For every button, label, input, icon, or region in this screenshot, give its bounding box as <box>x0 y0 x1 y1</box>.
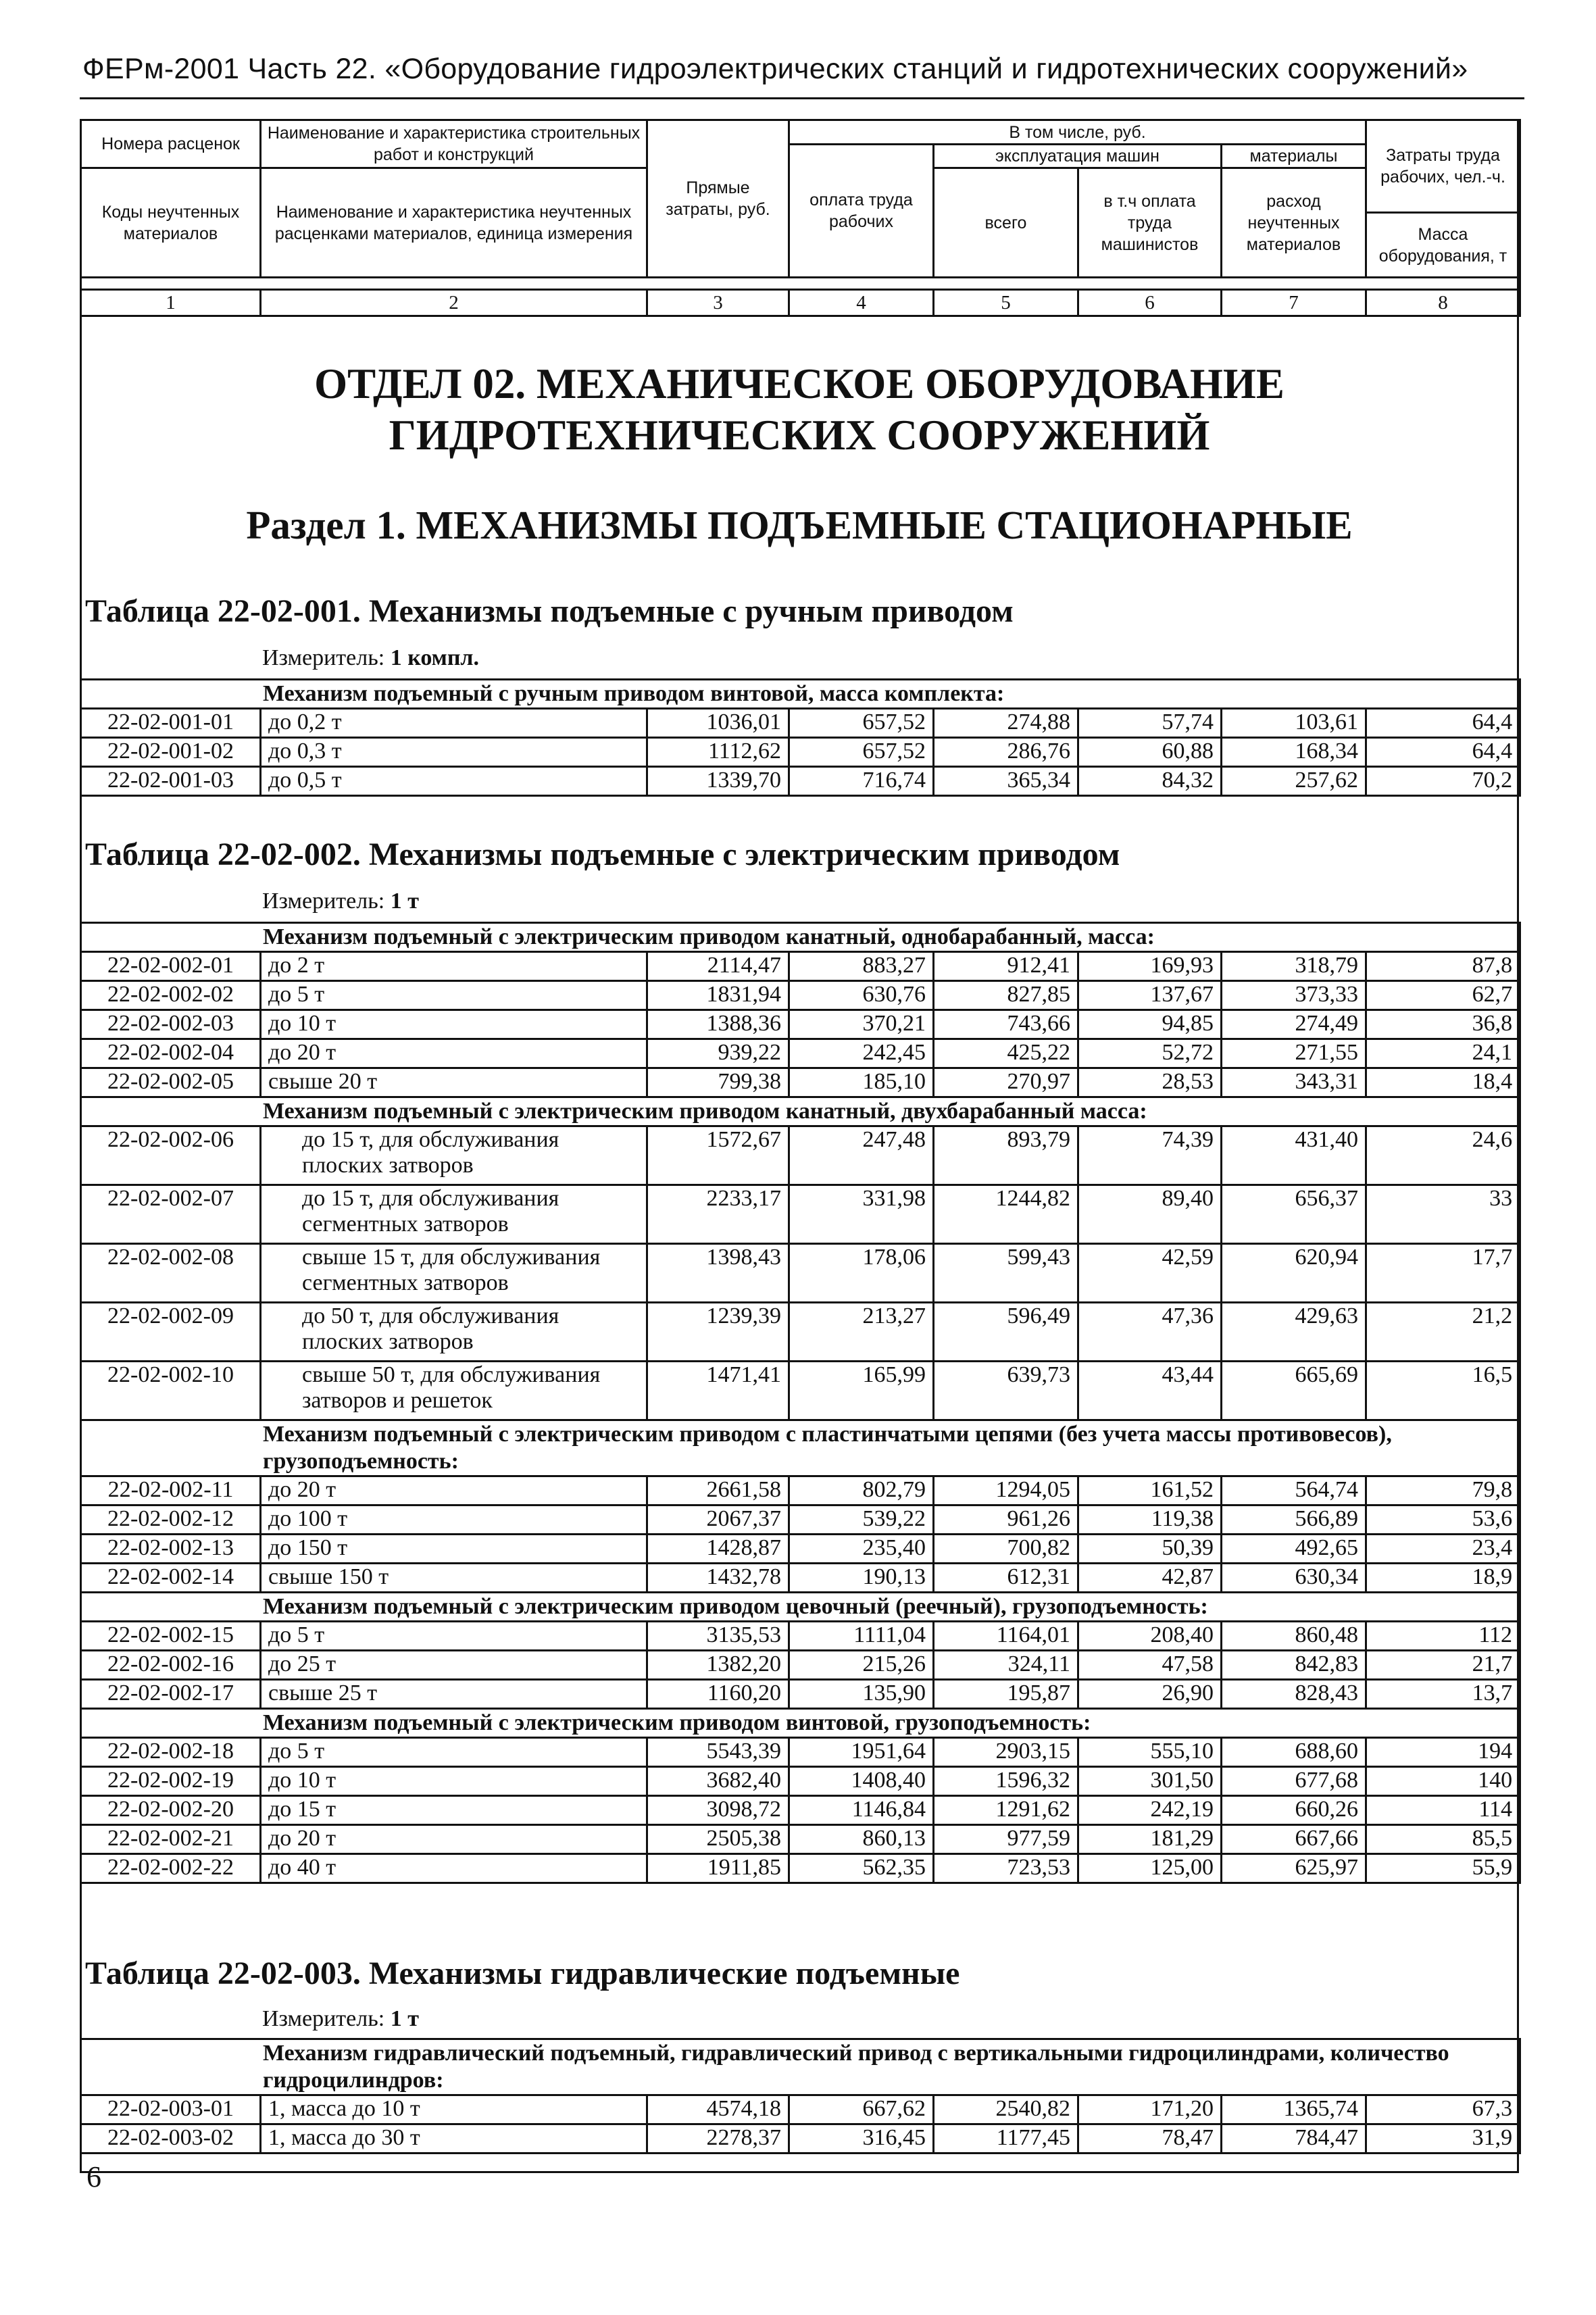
group-heading-row <box>81 923 1520 952</box>
machines-labor-cell: 208,40 <box>1078 1622 1222 1651</box>
group-heading: Механизм подъемный с электрическим приводом канатный, двухбарабанный масса: <box>81 1097 1520 1126</box>
machines-labor-cell: 42,59 <box>1078 1244 1222 1303</box>
labor-hours-cell: 17,7 <box>1366 1244 1520 1303</box>
machines-labor-cell: 169,93 <box>1078 952 1222 981</box>
machines-labor-cell: 60,88 <box>1078 738 1222 767</box>
direct-cost-cell: 2505,38 <box>647 1825 789 1854</box>
work-name-cell: до 5 т <box>261 1622 647 1651</box>
machines-labor-cell: 171,20 <box>1078 2095 1222 2124</box>
labor-pay-cell: 860,13 <box>789 1825 934 1854</box>
machines-total-cell: 743,66 <box>934 1010 1078 1039</box>
labor-hours-cell: 24,6 <box>1366 1126 1520 1185</box>
work-name-cell: свыше 25 т <box>261 1680 647 1709</box>
labor-hours-cell: 114 <box>1366 1796 1520 1825</box>
materials-cost-cell: 665,69 <box>1222 1362 1366 1420</box>
table-row <box>81 1126 1520 1185</box>
materials-header: материалы <box>1222 145 1366 168</box>
rate-code-cell: 22-02-001-03 <box>81 767 261 796</box>
labor-pay-cell: 331,98 <box>789 1185 934 1244</box>
materials-cost-cell: 842,83 <box>1222 1651 1366 1680</box>
machines-total-cell: 827,85 <box>934 981 1078 1010</box>
group-heading: Механизм гидравлический подъемный, гидравлический привод с вертикальными гидроцилиндрами, количество гидроцилиндров: <box>81 2039 1520 2095</box>
labor-hours-cell: 87,8 <box>1366 952 1520 981</box>
table-row <box>81 1303 1520 1362</box>
table-row <box>81 1362 1520 1420</box>
col2-top: Наименование и характеристика строительных работ и конструкций <box>261 120 647 168</box>
table-row <box>81 1796 1520 1825</box>
group-heading-row <box>81 1420 1520 1476</box>
materials-cost-cell: 860,48 <box>1222 1622 1366 1651</box>
machines-total-cell: 1177,45 <box>934 2124 1078 2154</box>
labor-pay-cell: 215,26 <box>789 1651 934 1680</box>
rate-code-cell: 22-02-002-18 <box>81 1738 261 1767</box>
materials-cost-cell: 103,61 <box>1222 709 1366 738</box>
table-row <box>81 1651 1520 1680</box>
work-name-cell: до 25 т <box>261 1651 647 1680</box>
direct-cost-cell: 1831,94 <box>647 981 789 1010</box>
direct-cost-cell: 1572,67 <box>647 1126 789 1185</box>
materials-cost-cell: 630,34 <box>1222 1564 1366 1593</box>
materials-cost-cell: 564,74 <box>1222 1476 1366 1505</box>
labor-hours-cell: 70,2 <box>1366 767 1520 796</box>
machines-labor-cell: 89,40 <box>1078 1185 1222 1244</box>
labor-pay-cell: 883,27 <box>789 952 934 981</box>
machines-labor-cell: 301,50 <box>1078 1767 1222 1796</box>
materials-cost-cell: 1365,74 <box>1222 2095 1366 2124</box>
rate-code-cell: 22-02-001-01 <box>81 709 261 738</box>
machines-labor-cell: 137,67 <box>1078 981 1222 1010</box>
table-row <box>81 1068 1520 1097</box>
table-row <box>81 1505 1520 1535</box>
labor-pay-cell: 1408,40 <box>789 1767 934 1796</box>
rate-code-cell: 22-02-002-09 <box>81 1303 261 1362</box>
labor-hours-cell: 31,9 <box>1366 2124 1520 2154</box>
labor-hours-cell: 62,7 <box>1366 981 1520 1010</box>
work-name-cell: до 20 т <box>261 1039 647 1068</box>
direct-cost-cell: 1388,36 <box>647 1010 789 1039</box>
work-name-cell: свыше 50 т, для обслуживания затворов и решеток <box>261 1362 647 1420</box>
rate-code-cell: 22-02-002-07 <box>81 1185 261 1244</box>
machines-labor-cell: 43,44 <box>1078 1362 1222 1420</box>
machines-labor-cell: 74,39 <box>1078 1126 1222 1185</box>
rate-code-cell: 22-02-002-08 <box>81 1244 261 1303</box>
rate-code-cell: 22-02-001-02 <box>81 738 261 767</box>
table-row <box>81 1680 1520 1709</box>
machines-total-cell: 425,22 <box>934 1039 1078 1068</box>
col1-top: Номера расценок <box>81 120 261 168</box>
group-heading-row <box>81 1709 1520 1738</box>
rate-code-cell: 22-02-002-04 <box>81 1039 261 1068</box>
labor-hours-cell: 140 <box>1366 1767 1520 1796</box>
direct-cost-cell: 2278,37 <box>647 2124 789 2154</box>
direct-cost-cell: 1911,85 <box>647 1854 789 1883</box>
group-heading: Механизм подъемный с электрическим приводом винтовой, грузоподъемность: <box>81 1709 1520 1738</box>
materials-cost-cell: 677,68 <box>1222 1767 1366 1796</box>
machines-total-cell: 977,59 <box>934 1825 1078 1854</box>
work-name-cell: до 0,2 т <box>261 709 647 738</box>
labor-hours-cell: 21,7 <box>1366 1651 1520 1680</box>
machines-total-cell: 612,31 <box>934 1564 1078 1593</box>
direct-cost-cell: 2233,17 <box>647 1185 789 1244</box>
labor-hours-cell: 18,4 <box>1366 1068 1520 1097</box>
machines-labor-cell: 52,72 <box>1078 1039 1222 1068</box>
machines-total-cell: 723,53 <box>934 1854 1078 1883</box>
machines-total-header: всего <box>934 168 1078 278</box>
incl-header: В том числе, руб. <box>789 120 1366 145</box>
work-name-cell: до 50 т, для обслуживания плоских затворов <box>261 1303 647 1362</box>
direct-cost-cell: 1398,43 <box>647 1244 789 1303</box>
labor-hours-cell: 85,5 <box>1366 1825 1520 1854</box>
materials-cost-cell: 656,37 <box>1222 1185 1366 1244</box>
labor-pay-header: оплата труда рабочих <box>789 145 934 278</box>
col-num: 5 <box>934 290 1078 316</box>
rate-code-cell: 22-02-002-14 <box>81 1564 261 1593</box>
machines-total-cell: 596,49 <box>934 1303 1078 1362</box>
table2-title: Таблица 22-02-002. Механизмы подъемные с электрическим приводом <box>85 837 1120 872</box>
materials-cost-cell: 274,49 <box>1222 1010 1366 1039</box>
machines-labor-cell: 28,53 <box>1078 1068 1222 1097</box>
rate-code-cell: 22-02-002-01 <box>81 952 261 981</box>
work-name-cell: до 0,3 т <box>261 738 647 767</box>
col1-bottom: Коды неучтенных материалов <box>81 168 261 278</box>
page-number: 6 <box>86 2160 101 2193</box>
direct-cost-cell: 1382,20 <box>647 1651 789 1680</box>
work-name-cell: до 15 т, для обслуживания сегментных затворов <box>261 1185 647 1244</box>
table-row <box>81 981 1520 1010</box>
work-name-cell: до 20 т <box>261 1476 647 1505</box>
rate-code-cell: 22-02-002-05 <box>81 1068 261 1097</box>
direct-cost-cell: 1239,39 <box>647 1303 789 1362</box>
machines-total-cell: 700,82 <box>934 1535 1078 1564</box>
materials-cost-cell: 688,60 <box>1222 1738 1366 1767</box>
machines-total-cell: 1596,32 <box>934 1767 1078 1796</box>
table-row <box>81 1039 1520 1068</box>
machines-labor-cell: 181,29 <box>1078 1825 1222 1854</box>
table-row <box>81 2124 1520 2154</box>
section-title: Раздел 1. МЕХАНИЗМЫ ПОДЪЕМНЫЕ СТАЦИОНАРНЫЕ <box>246 503 1353 547</box>
rate-code-cell: 22-02-003-01 <box>81 2095 261 2124</box>
table2-meter: Измеритель: 1 т <box>262 889 419 914</box>
labor-pay-cell: 1951,64 <box>789 1738 934 1767</box>
materials-cost-cell: 257,62 <box>1222 767 1366 796</box>
labor-hours-cell: 112 <box>1366 1622 1520 1651</box>
table-row <box>81 1564 1520 1593</box>
rate-code-cell: 22-02-003-02 <box>81 2124 261 2154</box>
group-heading: Механизм подъемный с электрическим приводом цевочный (реечный), грузоподъемность: <box>81 1593 1520 1622</box>
table-row <box>81 2095 1520 2124</box>
labor-hours-cell: 24,1 <box>1366 1039 1520 1068</box>
direct-cost-cell: 2067,37 <box>647 1505 789 1535</box>
labor-pay-cell: 716,74 <box>789 767 934 796</box>
machines-labor-cell: 242,19 <box>1078 1796 1222 1825</box>
machines-total-cell: 286,76 <box>934 738 1078 767</box>
materials-cost-cell: 620,94 <box>1222 1244 1366 1303</box>
rate-code-cell: 22-02-002-19 <box>81 1767 261 1796</box>
table-row <box>81 1825 1520 1854</box>
machines-labor-cell: 26,90 <box>1078 1680 1222 1709</box>
rate-code-cell: 22-02-002-02 <box>81 981 261 1010</box>
machines-labor-cell: 125,00 <box>1078 1854 1222 1883</box>
machines-total-cell: 893,79 <box>934 1126 1078 1185</box>
column-number-row <box>81 290 1520 316</box>
machines-total-cell: 912,41 <box>934 952 1078 981</box>
labor-hours-cell: 21,2 <box>1366 1303 1520 1362</box>
direct-cost-cell: 4574,18 <box>647 2095 789 2124</box>
work-name-cell: 1, масса до 10 т <box>261 2095 647 2124</box>
rate-code-cell: 22-02-002-03 <box>81 1010 261 1039</box>
rate-code-cell: 22-02-002-21 <box>81 1825 261 1854</box>
labor-hours-cell: 33 <box>1366 1185 1520 1244</box>
labor-pay-cell: 370,21 <box>789 1010 934 1039</box>
col-num: 2 <box>261 290 647 316</box>
materials-cost-cell: 566,89 <box>1222 1505 1366 1535</box>
labor-hours-cell: 23,4 <box>1366 1535 1520 1564</box>
labor-pay-cell: 242,45 <box>789 1039 934 1068</box>
table-row <box>81 1535 1520 1564</box>
direct-cost-cell: 2114,47 <box>647 952 789 981</box>
group-heading-row <box>81 680 1520 709</box>
labor-pay-cell: 247,48 <box>789 1126 934 1185</box>
labor-hours-cell: 64,4 <box>1366 709 1520 738</box>
machines-total-cell: 365,34 <box>934 767 1078 796</box>
running-header: ФЕРм-2001 Часть 22. «Оборудование гидроэлектрических станций и гидротехнических сооружений» <box>82 53 1468 85</box>
labor-pay-cell: 165,99 <box>789 1362 934 1420</box>
labor-hours-cell: 53,6 <box>1366 1505 1520 1535</box>
column-header-table <box>80 119 1521 317</box>
labor-pay-cell: 235,40 <box>789 1535 934 1564</box>
table-row <box>81 1185 1520 1244</box>
group-heading-row <box>81 1593 1520 1622</box>
rate-code-cell: 22-02-002-15 <box>81 1622 261 1651</box>
machines-total-cell: 1164,01 <box>934 1622 1078 1651</box>
table3-meter: Измеритель: 1 т <box>262 2006 419 2031</box>
machines-labor-cell: 161,52 <box>1078 1476 1222 1505</box>
machines-total-cell: 1291,62 <box>934 1796 1078 1825</box>
direct-cost-cell: 939,22 <box>647 1039 789 1068</box>
machines-labor-cell: 84,32 <box>1078 767 1222 796</box>
machines-labor-cell: 94,85 <box>1078 1010 1222 1039</box>
labor-hours-cell: 16,5 <box>1366 1362 1520 1420</box>
labor-pay-cell: 539,22 <box>789 1505 934 1535</box>
labor-hours-cell: 18,9 <box>1366 1564 1520 1593</box>
col-num: 1 <box>81 290 261 316</box>
labor-hours-cell: 194 <box>1366 1738 1520 1767</box>
group-heading-row <box>81 1097 1520 1126</box>
work-name-cell: до 40 т <box>261 1854 647 1883</box>
table3-title: Таблица 22-02-003. Механизмы гидравлические подъемные <box>85 1956 960 1991</box>
labor-pay-cell: 630,76 <box>789 981 934 1010</box>
materials-cost-cell: 373,33 <box>1222 981 1366 1010</box>
machines-labor-cell: 78,47 <box>1078 2124 1222 2154</box>
rate-code-cell: 22-02-002-22 <box>81 1854 261 1883</box>
machines-total-cell: 1294,05 <box>934 1476 1078 1505</box>
machines-total-cell: 961,26 <box>934 1505 1078 1535</box>
materials-cost-cell: 660,26 <box>1222 1796 1366 1825</box>
header-rule <box>80 97 1524 99</box>
materials-cost-cell: 271,55 <box>1222 1039 1366 1068</box>
work-name-cell: до 0,5 т <box>261 767 647 796</box>
labor-pay-cell: 657,52 <box>789 709 934 738</box>
materials-cost-cell: 784,47 <box>1222 2124 1366 2154</box>
work-name-cell: 1, масса до 30 т <box>261 2124 647 2154</box>
labor-pay-cell: 657,52 <box>789 738 934 767</box>
direct-cost-cell: 1036,01 <box>647 709 789 738</box>
work-name-cell: до 10 т <box>261 1767 647 1796</box>
machines-total-cell: 274,88 <box>934 709 1078 738</box>
work-name-cell: до 10 т <box>261 1010 647 1039</box>
rate-code-cell: 22-02-002-10 <box>81 1362 261 1420</box>
table-row <box>81 1738 1520 1767</box>
machines-total-cell: 195,87 <box>934 1680 1078 1709</box>
machines-labor-cell: 555,10 <box>1078 1738 1222 1767</box>
col8-bottom: Масса оборудования, т <box>1366 213 1520 278</box>
rate-code-cell: 22-02-002-17 <box>81 1680 261 1709</box>
materials-cost-cell: 318,79 <box>1222 952 1366 981</box>
table-row <box>81 1622 1520 1651</box>
machines-total-cell: 324,11 <box>934 1651 1078 1680</box>
col-num: 7 <box>1222 290 1366 316</box>
machines-labor-cell: 42,87 <box>1078 1564 1222 1593</box>
table-row <box>81 1767 1520 1796</box>
department-title: ОТДЕЛ 02. МЕХАНИЧЕСКОЕ ОБОРУДОВАНИЕ ГИДРОТЕХНИЧЕСКИХ СООРУЖЕНИЙ <box>314 360 1285 459</box>
rate-code-cell: 22-02-002-20 <box>81 1796 261 1825</box>
machines-total-cell: 1244,82 <box>934 1185 1078 1244</box>
table-row <box>81 767 1520 796</box>
direct-cost-cell: 799,38 <box>647 1068 789 1097</box>
direct-cost-cell: 5543,39 <box>647 1738 789 1767</box>
labor-pay-cell: 178,06 <box>789 1244 934 1303</box>
machines-labor-header: в т.ч оплата труда машинистов <box>1078 168 1222 278</box>
labor-pay-cell: 213,27 <box>789 1303 934 1362</box>
col-num: 3 <box>647 290 789 316</box>
labor-pay-cell: 1111,04 <box>789 1622 934 1651</box>
machines-total-cell: 2903,15 <box>934 1738 1078 1767</box>
col-num: 4 <box>789 290 934 316</box>
labor-pay-cell: 562,35 <box>789 1854 934 1883</box>
machines-total-cell: 639,73 <box>934 1362 1078 1420</box>
labor-hours-cell: 79,8 <box>1366 1476 1520 1505</box>
labor-pay-cell: 1146,84 <box>789 1796 934 1825</box>
work-name-cell: до 2 т <box>261 952 647 981</box>
machines-total-cell: 2540,82 <box>934 2095 1078 2124</box>
machines-total-cell: 270,97 <box>934 1068 1078 1097</box>
work-name-cell: до 5 т <box>261 1738 647 1767</box>
direct-cost-cell: 3098,72 <box>647 1796 789 1825</box>
table-row <box>81 709 1520 738</box>
direct-cost-cell: 2661,58 <box>647 1476 789 1505</box>
direct-cost-cell: 1112,62 <box>647 738 789 767</box>
col3-header: Прямые затраты, руб. <box>647 120 789 278</box>
materials-cost-cell: 343,31 <box>1222 1068 1366 1097</box>
work-name-cell: до 15 т, для обслуживания плоских затворов <box>261 1126 647 1185</box>
machines-labor-cell: 50,39 <box>1078 1535 1222 1564</box>
col2-bottom: Наименование и характеристика неучтенных расценками материалов, единица измерения <box>261 168 647 278</box>
table1-rows <box>80 678 1521 797</box>
work-name-cell: свыше 15 т, для обслуживания сегментных затворов <box>261 1244 647 1303</box>
materials-cost-cell: 828,43 <box>1222 1680 1366 1709</box>
materials-cost-cell: 492,65 <box>1222 1535 1366 1564</box>
labor-hours-cell: 67,3 <box>1366 2095 1520 2124</box>
labor-hours-cell: 55,9 <box>1366 1854 1520 1883</box>
table-row <box>81 1476 1520 1505</box>
table-row <box>81 952 1520 981</box>
work-name-cell: до 20 т <box>261 1825 647 1854</box>
group-heading-row <box>81 2039 1520 2095</box>
work-name-cell: свыше 150 т <box>261 1564 647 1593</box>
col-num: 8 <box>1366 290 1520 316</box>
labor-pay-cell: 190,13 <box>789 1564 934 1593</box>
work-name-cell: до 5 т <box>261 981 647 1010</box>
rate-code-cell: 22-02-002-13 <box>81 1535 261 1564</box>
work-name-cell: свыше 20 т <box>261 1068 647 1097</box>
materials-unacc-header: расход неучтенных материалов <box>1222 168 1366 278</box>
group-heading: Механизм подъемный с ручным приводом винтовой, масса комплекта: <box>81 680 1520 709</box>
work-name-cell: до 150 т <box>261 1535 647 1564</box>
direct-cost-cell: 1432,78 <box>647 1564 789 1593</box>
labor-pay-cell: 667,62 <box>789 2095 934 2124</box>
rate-code-cell: 22-02-002-12 <box>81 1505 261 1535</box>
machines-header: эксплуатация машин <box>934 145 1222 168</box>
table1-meter: Измеритель: 1 компл. <box>262 645 480 670</box>
materials-cost-cell: 667,66 <box>1222 1825 1366 1854</box>
labor-pay-cell: 802,79 <box>789 1476 934 1505</box>
direct-cost-cell: 3135,53 <box>647 1622 789 1651</box>
work-name-cell: до 100 т <box>261 1505 647 1535</box>
materials-cost-cell: 168,34 <box>1222 738 1366 767</box>
group-heading: Механизм подъемный с электрическим приводом канатный, однобарабанный, масса: <box>81 923 1520 952</box>
labor-pay-cell: 316,45 <box>789 2124 934 2154</box>
group-heading: Механизм подъемный с электрическим приводом с пластинчатыми цепями (без учета массы противовесов), грузоподъемность: <box>81 1420 1520 1476</box>
direct-cost-cell: 1428,87 <box>647 1535 789 1564</box>
labor-pay-cell: 185,10 <box>789 1068 934 1097</box>
machines-total-cell: 599,43 <box>934 1244 1078 1303</box>
direct-cost-cell: 1339,70 <box>647 767 789 796</box>
materials-cost-cell: 431,40 <box>1222 1126 1366 1185</box>
rate-code-cell: 22-02-002-16 <box>81 1651 261 1680</box>
labor-hours-cell: 13,7 <box>1366 1680 1520 1709</box>
labor-pay-cell: 135,90 <box>789 1680 934 1709</box>
col-num: 6 <box>1078 290 1222 316</box>
labor-hours-cell: 64,4 <box>1366 738 1520 767</box>
machines-labor-cell: 47,58 <box>1078 1651 1222 1680</box>
rate-code-cell: 22-02-002-06 <box>81 1126 261 1185</box>
materials-cost-cell: 625,97 <box>1222 1854 1366 1883</box>
table-row <box>81 1854 1520 1883</box>
table3-rows <box>80 2038 1521 2154</box>
direct-cost-cell: 1471,41 <box>647 1362 789 1420</box>
work-name-cell: до 15 т <box>261 1796 647 1825</box>
labor-hours-cell: 36,8 <box>1366 1010 1520 1039</box>
rate-code-cell: 22-02-002-11 <box>81 1476 261 1505</box>
direct-cost-cell: 3682,40 <box>647 1767 789 1796</box>
machines-labor-cell: 119,38 <box>1078 1505 1222 1535</box>
table1-title: Таблица 22-02-001. Механизмы подъемные с ручным приводом <box>85 593 1014 629</box>
table2-rows <box>80 922 1521 1884</box>
table-row <box>81 1010 1520 1039</box>
table-row <box>81 1244 1520 1303</box>
machines-labor-cell: 57,74 <box>1078 709 1222 738</box>
machines-labor-cell: 47,36 <box>1078 1303 1222 1362</box>
table-row <box>81 738 1520 767</box>
materials-cost-cell: 429,63 <box>1222 1303 1366 1362</box>
col8-top: Затраты труда рабочих, чел.-ч. <box>1366 120 1520 213</box>
direct-cost-cell: 1160,20 <box>647 1680 789 1709</box>
